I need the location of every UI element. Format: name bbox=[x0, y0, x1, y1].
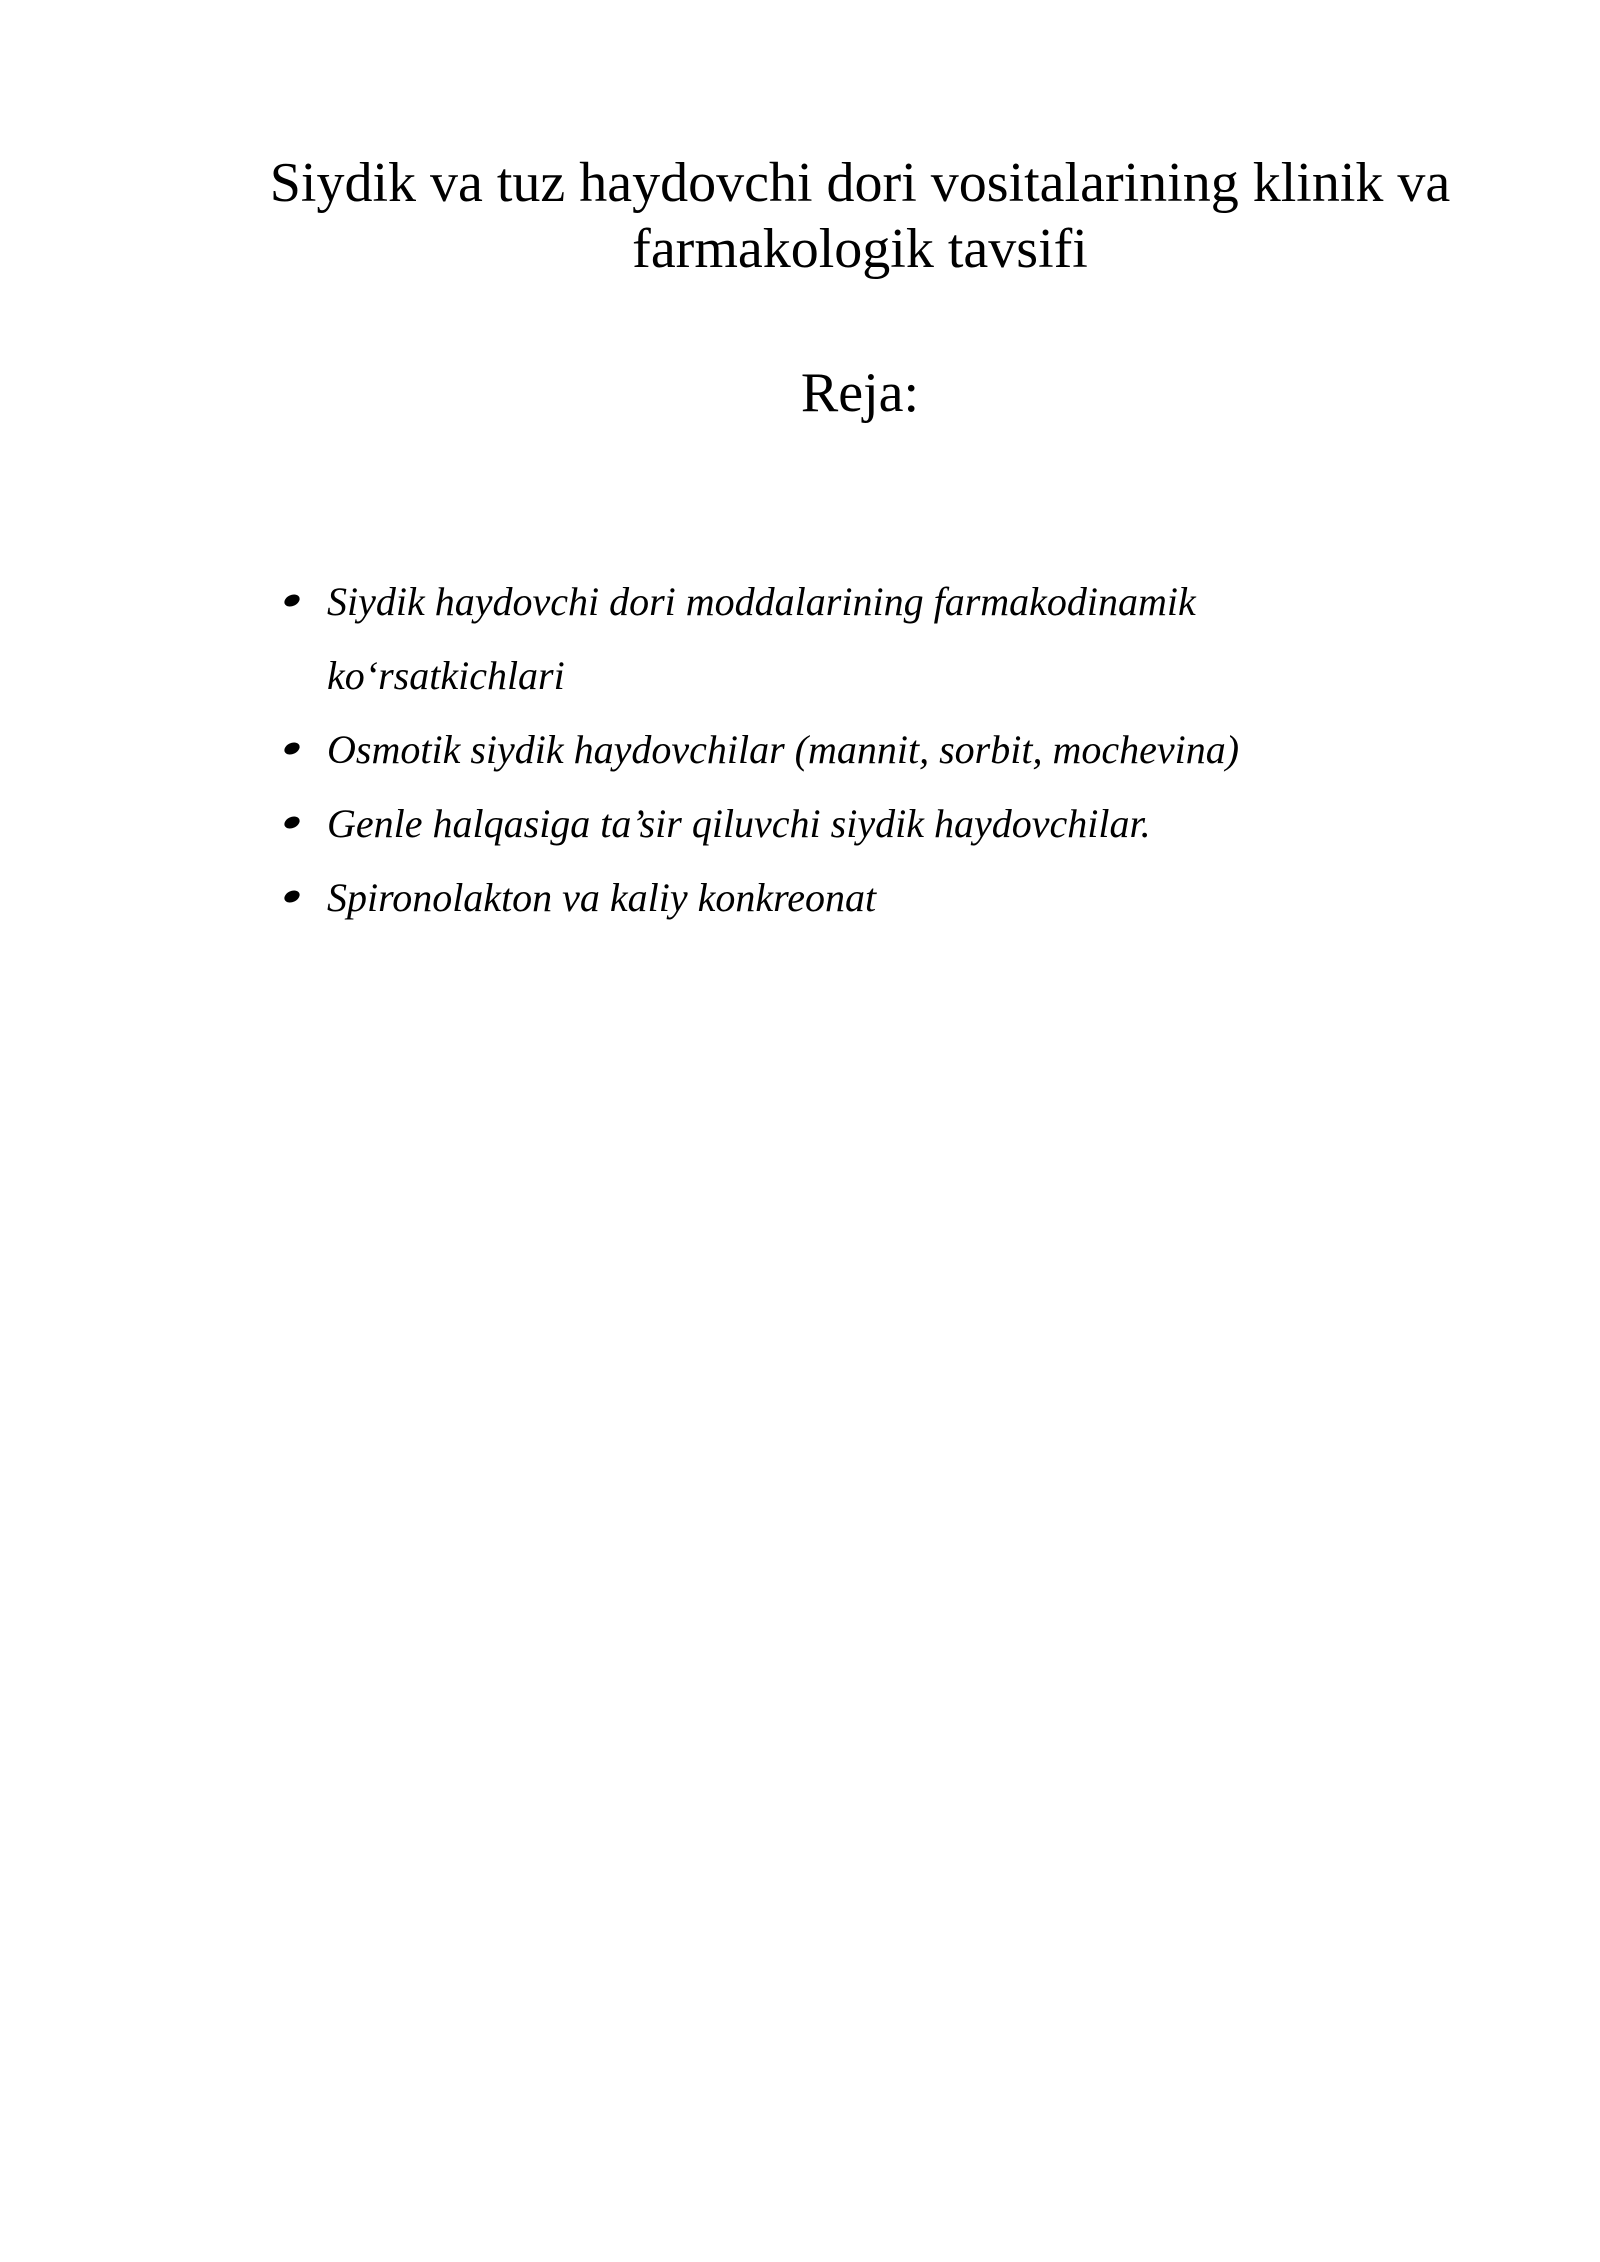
bullet-icon bbox=[282, 888, 301, 905]
plan-item-text: Osmotik siydik haydovchilar (mannit, sorbit, mochevina) bbox=[327, 727, 1240, 772]
plan-heading: Reja: bbox=[800, 362, 920, 424]
bullet-icon bbox=[282, 592, 301, 609]
title-line-2: farmakologik tavsifi bbox=[632, 218, 1088, 280]
plan-item-1 bbox=[272, 565, 1372, 713]
plan-item-2 bbox=[272, 713, 1372, 787]
plan-item-text: Spironolakton va kaliy konkreonat bbox=[327, 875, 877, 920]
plan-item-3 bbox=[272, 787, 1372, 861]
plan-item-text: Siydik haydovchi dori moddalarining farmakodinamik ko‘rsatkichlari bbox=[327, 579, 1196, 698]
bullet-icon bbox=[282, 740, 301, 757]
document-title bbox=[200, 150, 1520, 282]
plan-item-text: Genle halqasiga ta’sir qiluvchi siydik haydovchilar. bbox=[327, 801, 1151, 846]
title-line-1: Siydik va tuz haydovchi dori vositalarining klinik va bbox=[269, 152, 1451, 214]
bullet-icon bbox=[282, 814, 301, 831]
plan-item-4 bbox=[272, 861, 1372, 935]
plan-list bbox=[272, 565, 1372, 935]
